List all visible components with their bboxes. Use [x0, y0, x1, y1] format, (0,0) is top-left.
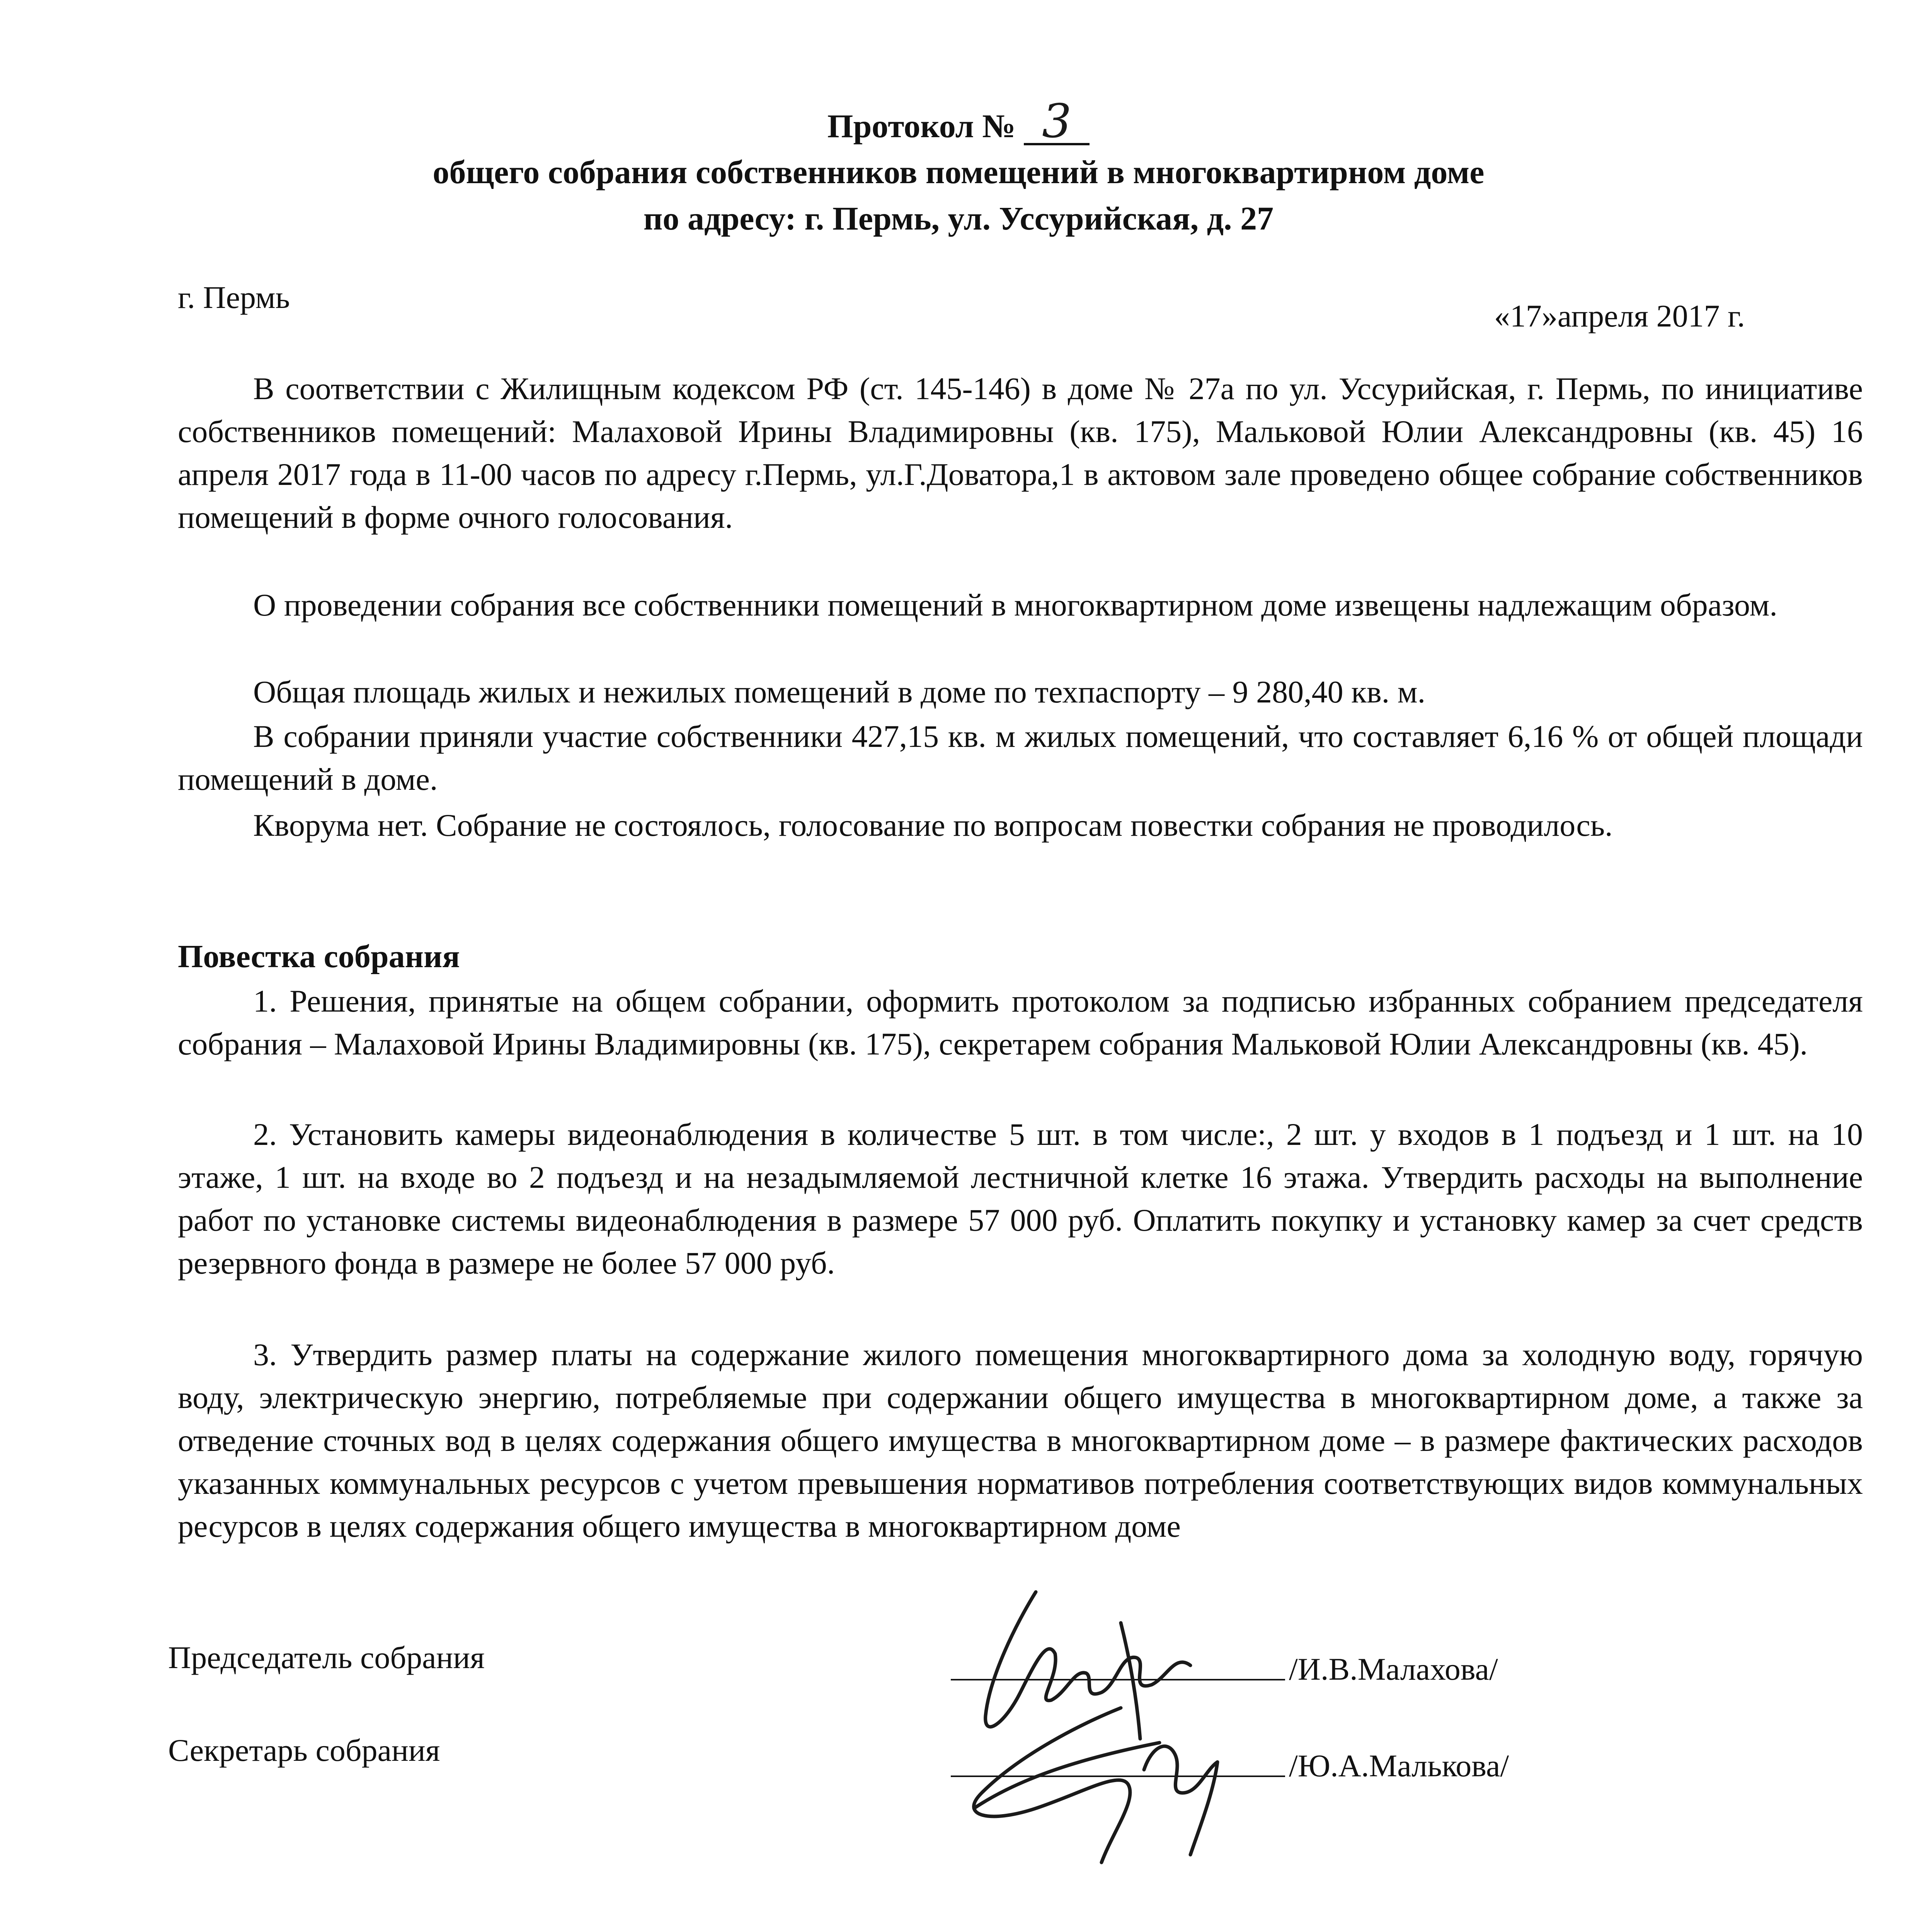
agenda-item: 3. Утвердить размер платы на содержание жилого помещения многоквартирного дома за холодную воду, горячую воду, электрическую энергию, потребляемые при содержании общего имущества в многоквартирном доме, а также за отведение сточных вод в целях содержания общего имущества в многоквартирном доме – в размере фактических расходов указанных коммунальных ресурсов с учетом превышения нормативов потребления соответствующих видов коммунальных ресурсов в целях содержания общего имущества в многоквартирном доме — [178, 1337, 1863, 1544]
document-subtitle-line1: общего собрания собственников помещений в многоквартирном доме — [432, 153, 1485, 190]
chairman-signature — [986, 1592, 1190, 1727]
secretary-name: /Ю.А.Малькова/ — [1289, 1748, 1509, 1783]
agenda-item: 2. Установить камеры видеонаблюдения в количестве 5 шт. в том числе:, 2 шт. у входов в 1 подъезд и 1 шт. на 10 этаже, 1 шт. на входе во 2 подъезд и на незадымляемой лестничной клетке 16 этажа. Утвердить расходы на выполнение работ по установке системы видеонаблюдения в размере 57 000 руб. Оплатить покупку и установку камер за счет средств резервного фонда в размере не более 57 000 руб. — [178, 1117, 1863, 1281]
document-title — [0, 95, 1917, 148]
intro-paragraph: О проведении собрания все собственники помещений в многоквартирном доме извещены надлежащим образом. — [253, 587, 1777, 622]
document-subtitle-line2: по адресу: г. Пермь, ул. Уссурийская, д. 27 — [643, 200, 1274, 237]
document-date: «17»апреля 2017 г. — [1494, 298, 1745, 333]
secretary-signature — [1144, 1746, 1217, 1855]
city: г. Пермь — [178, 280, 290, 315]
secretary-signature — [974, 1708, 1130, 1862]
protocol-number: 3 — [1024, 100, 1090, 145]
agenda-heading: Повестка собрания — [178, 939, 460, 975]
chairman-signature — [1121, 1623, 1140, 1739]
intro-paragraph: Кворума нет. Собрание не состоялось, голосование по вопросам повестки собрания не проводилось. — [253, 808, 1613, 843]
handwritten-signatures — [920, 1577, 1268, 1870]
title-prefix: Протокол № — [827, 107, 1016, 145]
secretary-label: Секретарь собрания — [168, 1733, 440, 1768]
intro-paragraph: Общая площадь жилых и нежилых помещений в доме по техпаспорту – 9 280,40 кв. м. — [253, 674, 1426, 709]
agenda-item: 1. Решения, принятые на общем собрании, оформить протоколом за подписью избранных собранием председателя собрания – Малаховой Ирины Владимировны (кв. 175), секретарем собрания Мальковой Юлии Александровны (кв. 45). — [178, 983, 1863, 1061]
chairman-label: Председатель собрания — [168, 1640, 485, 1675]
chairman-name: /И.В.Малахова/ — [1289, 1651, 1498, 1687]
intro-paragraph: В собрании приняли участие собственники 427,15 кв. м жилых помещений, что составляет 6,16 % от общей площади помещений в доме. — [178, 719, 1863, 797]
intro-paragraph: В соответствии с Жилищным кодексом РФ (ст. 145-146) в доме № 27а по ул. Уссурийская, г. Пермь, по инициативе собственников помещений: Малаховой Ирины Владимировны (кв. 175), Мальковой Юлии Александровны (кв. 45) 16 апреля 2017 года в 11-00 часов по адресу г.Пермь, ул.Г.Доватора,1 в актовом зале проведено общее собрание собственников помещений в форме очного голосования. — [178, 371, 1863, 535]
